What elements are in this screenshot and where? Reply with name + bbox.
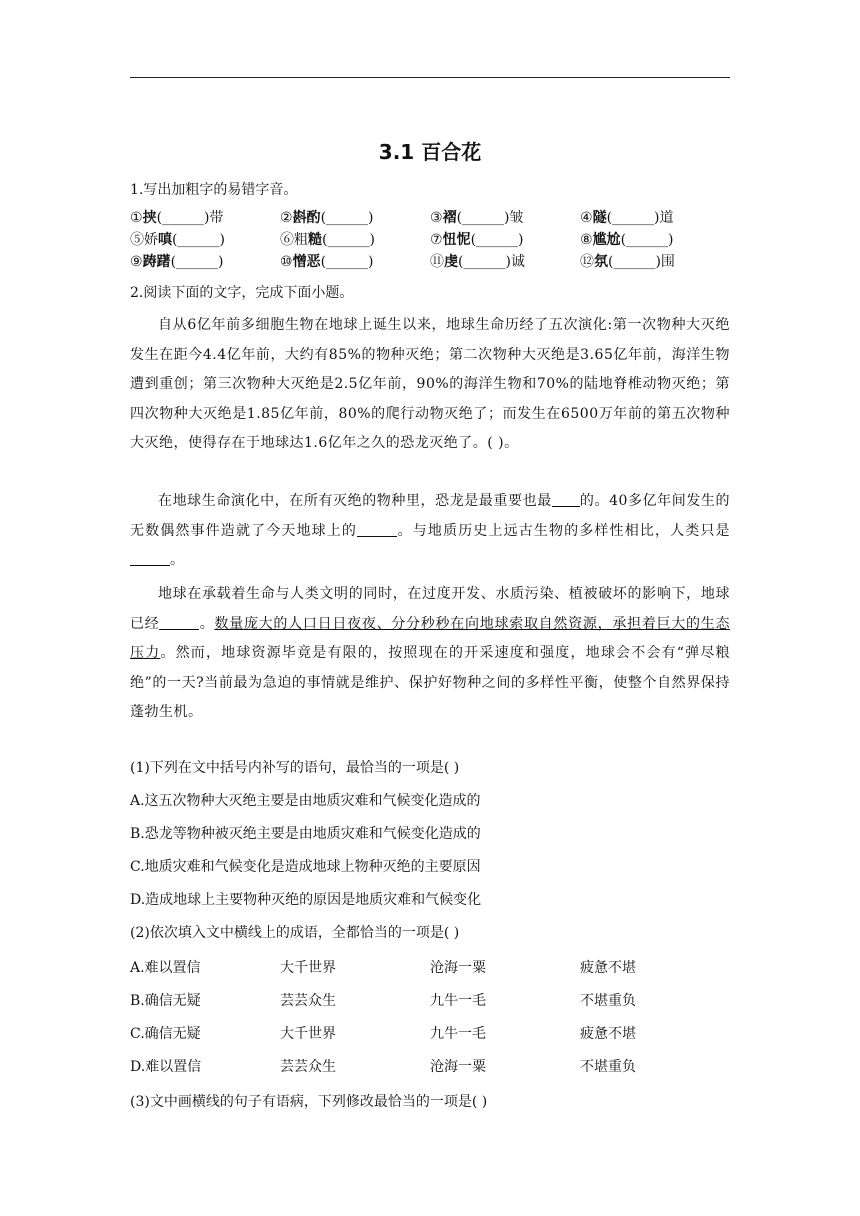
sub1-option-d: D.造成地球上主要物种灭绝的原因是地质灾难和气候变化 [130, 892, 482, 908]
sub2-option-b [130, 990, 730, 1010]
q1-prompt: 1.写出加粗字的易错字音。 [130, 182, 298, 198]
q1-item: ⑫氛(______)围 [580, 254, 675, 270]
sub2-option-a [130, 957, 730, 977]
idiom: 疲惫不堪 [580, 960, 636, 976]
sub1-option-c: C.地质灾难和气候变化是造成地球上物种灭绝的主要原因 [130, 859, 481, 875]
q1-item: ③褶(______)皱 [430, 210, 524, 226]
page-title: 3.1 百合花 [378, 140, 482, 164]
header-rule [130, 77, 730, 78]
q2-prompt: 2.阅读下面的文字，完成下面小题。 [130, 285, 354, 301]
passage-paragraph-3: 地球在承载着生命与人类文明的同时，在过度开发、水质污染、植被破坏的影响下，地球已经 。数量庞大的人口日日夜夜、分分秒秒在向地球索取自然资源，承担着巨大的生态压力。然而，地球资源毕竟是有限的，按照现在的开采速度和强度，地球会不会有“弹尽粮绝”的一天?当前最为急迫的事情就是维护、保护好物种之间的多样性平衡，使整个自然界保持蓬勃生机。 [130, 586, 731, 720]
q1-item: ⑪虔(______)诚 [430, 254, 525, 270]
sub2-option-d [130, 1056, 730, 1076]
fill-blank [130, 551, 170, 566]
passage-paragraph-2: 在地球生命演化中，在所有灭绝的物种里，恐龙是最重要也最 的。40多亿年间发生的无数偶然事件造就了今天地球上的 。与地质历史上远古生物的多样性相比，人类只是。 [130, 493, 731, 568]
underlined-sentence: 数量庞大的人口日日夜夜、分分秒秒在向地球索取自然资源，承担着巨大的生态压力 [130, 615, 731, 661]
idiom: 沧海一粟 [430, 1059, 486, 1075]
sub2-prompt: (2)依次填入文中横线上的成语，全都恰当的一项是( ) [130, 925, 460, 941]
idiom: 九牛一毛 [430, 1026, 486, 1042]
sub1-option-a: A.这五次物种大灭绝主要是由地质灾难和气候变化造成的 [130, 793, 481, 809]
q1-item: ④隧(______)道 [580, 210, 674, 226]
q1-grid [130, 206, 730, 272]
q1-row [130, 228, 730, 250]
idiom: 大千世界 [280, 960, 336, 976]
q1-item: ⑧尴尬(______) [580, 232, 674, 248]
fill-blank [552, 492, 580, 507]
idiom: 芸芸众生 [280, 1059, 336, 1075]
fill-blank [159, 615, 199, 630]
sub1-prompt: (1)下列在文中括号内补写的语句，最恰当的一项是( ) [130, 760, 460, 776]
q1-item: ⑥粗糙(______) [280, 232, 375, 248]
sub1-option-b: B.恐龙等物种被灭绝主要是由地质灾难和气候变化造成的 [130, 826, 481, 842]
passage-paragraph-1: 自从6亿年前多细胞生物在地球上诞生以来，地球生命历经了五次演化:第一次物种大灭绝发生在距今4.4亿年前，大约有85%的物种灭绝；第二次物种大灭绝是3.65亿年前，海洋生物遭到重创；第三次物种大灭绝是2.5亿年前，90%的海洋生物和70%的陆地脊椎动物灭绝；第四次物种大灭绝是1.85亿年前，80%的爬行动物灭绝了；而发生在6500万年前的第五次物种大灭绝，使得存在于地球达1.6亿年之久的恐龙灭绝了。( )。 [130, 317, 730, 451]
q1-row [130, 206, 730, 228]
q1-item: ⑨踌躇(______) [130, 254, 224, 270]
sub3-prompt: (3)文中画横线的句子有语病，下列修改最恰当的一项是( ) [130, 1094, 488, 1110]
q1-item: ①挟(______)带 [130, 210, 224, 226]
idiom: A.难以置信 [130, 960, 201, 976]
q1-item: ⑩憎恶(______) [280, 254, 374, 270]
q1-item: ⑤娇嗔(______) [130, 232, 225, 248]
q1-item: ⑦忸怩(______) [430, 232, 524, 248]
idiom: C.确信无疑 [130, 1026, 201, 1042]
sub2-option-c [130, 1023, 730, 1043]
idiom: 九牛一毛 [430, 993, 486, 1009]
idiom: D.难以置信 [130, 1059, 202, 1075]
idiom: 疲惫不堪 [580, 1026, 636, 1042]
q1-row [130, 250, 730, 272]
idiom: B.确信无疑 [130, 993, 201, 1009]
q1-item: ②斟酌(______) [280, 210, 374, 226]
idiom: 沧海一粟 [430, 960, 486, 976]
idiom: 大千世界 [280, 1026, 336, 1042]
idiom: 不堪重负 [580, 1059, 636, 1075]
idiom: 芸芸众生 [280, 993, 336, 1009]
fill-blank [357, 522, 397, 537]
idiom: 不堪重负 [580, 993, 636, 1009]
